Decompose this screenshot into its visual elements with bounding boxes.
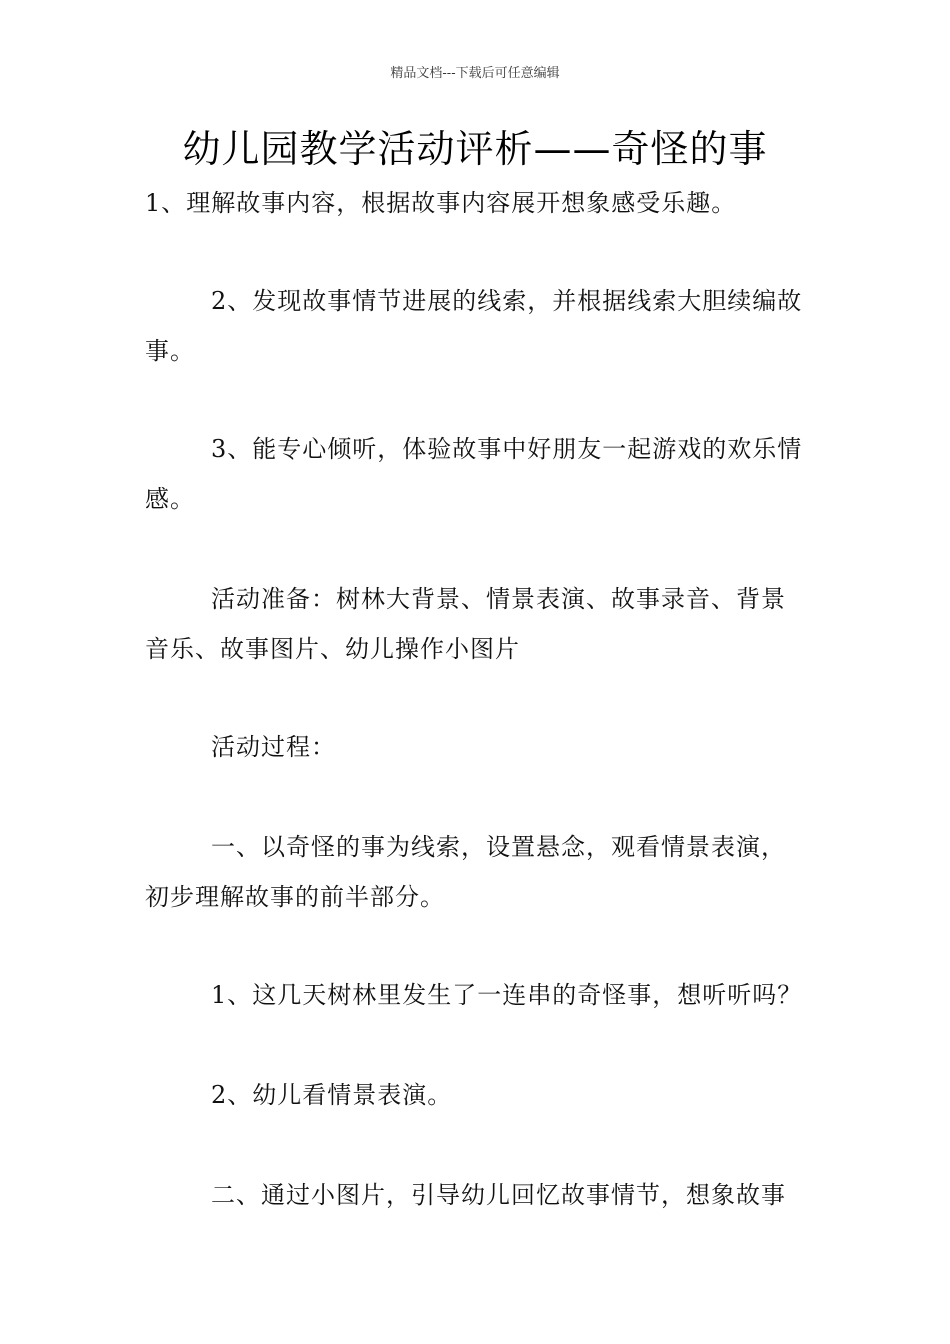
paragraph-goal-2: 2、发现故事情节进展的线索，并根据线索大胆续编故事。	[145, 287, 803, 365]
paragraph-goal-1: 1、理解故事内容，根据故事内容展开想象感受乐趣。	[145, 189, 737, 217]
paragraph-step-one-item-1: 1、这几天树林里发生了一连串的奇怪事，想听听吗？	[211, 981, 803, 1009]
paragraph-goal-3: 3、能专心倾听，体验故事中好朋友一起游戏的欢乐情感。	[145, 435, 803, 513]
paragraph-process-heading: 活动过程：	[211, 733, 336, 761]
paragraph-preparation: 活动准备：树林大背景、情景表演、故事录音、背景音乐、故事图片、幼儿操作小图片	[145, 585, 786, 663]
paragraph-step-one: 一、以奇怪的事为线索，设置悬念，观看情景表演，初步理解故事的前半部分。	[145, 833, 786, 911]
page-header: 精品文档---下载后可任意编辑	[390, 66, 560, 81]
document-title: 幼儿园教学活动评析——奇怪的事	[182, 127, 768, 171]
paragraph-step-one-item-2: 2、幼儿看情景表演。	[211, 1081, 453, 1109]
paragraph-step-two: 二、通过小图片，引导幼儿回忆故事情节，想象故事	[211, 1181, 786, 1209]
